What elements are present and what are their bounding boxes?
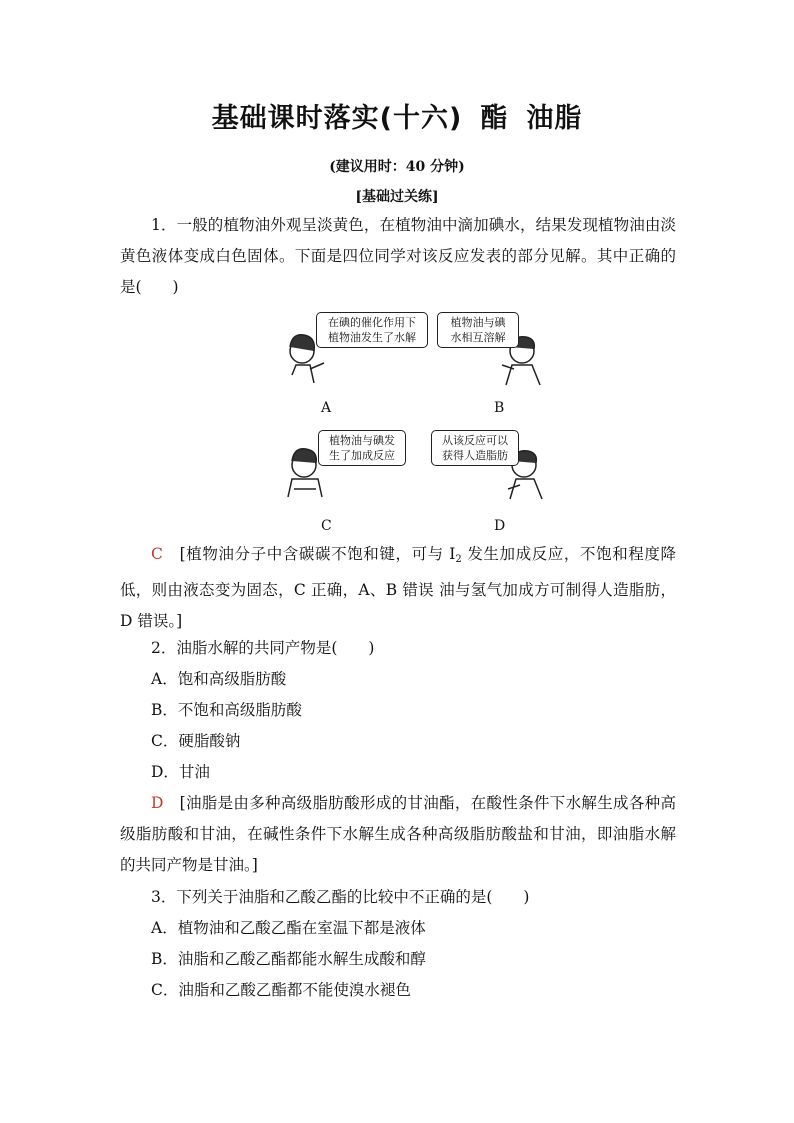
bubble-a-line2: 植物油发生了水解 [328,331,416,344]
bubble-d-line2: 获得人造脂肪 [442,449,508,462]
question-3-option-a: A．植物油和乙酸乙酯在室温下都是液体 [151,919,426,937]
student-c-icon [288,449,322,497]
question-1-answer: C [151,545,163,563]
bubble-c-line1: 植物油与碘发 [329,434,395,447]
question-3-stem: 3．下列关于油脂和乙酸乙酯的比较中不正确的是( ) [151,888,530,906]
suggested-time: (建议用时：40 分钟) [329,159,465,175]
question-3-option-c: C．油脂和乙酸乙酯都不能使溴水褪色 [151,981,411,999]
question-2-option-b: B．不饱和高级脂肪酸 [151,701,302,719]
section-heading: [基础过关练] [355,189,439,205]
question-2-option-d: D．甘油 [151,763,210,781]
question-2-option-c: C．硬脂酸钠 [151,732,241,750]
bubble-a-line1: 在碘的催化作用下 [328,316,416,329]
bubble-c-line2: 生了加成反应 [329,449,395,462]
speech-bubble-a [316,312,428,348]
bubble-d-line1: 从该反应可以 [442,434,508,447]
page-title [0,96,794,135]
question-1-stem: 1．一般的植物油外观呈淡黄色，在植物油中滴加碘水，结果发现植物油由淡黄色液体变成白色固体。下面是四位同学对该反应发表的部分见解。其中正确的是( ) [120,216,676,296]
question-2-stem: 2．油脂水解的共同产物是( ) [151,639,375,657]
speech-bubble-c [318,430,406,466]
caption-b: B [494,400,505,416]
title-part1: 酯 [480,103,509,134]
explanation-1a: [植物油分子中含碳碳不饱和键，可与 I [179,545,456,563]
explanation-1-subscript: 2 [455,554,462,565]
bubble-b-line1: 植物油与碘 [450,316,506,329]
caption-d: D [494,518,506,534]
speech-bubble-b [437,312,519,348]
question-2-option-a: A．饱和高级脂肪酸 [151,670,287,688]
speech-bubble-d [431,430,519,466]
explanation-1b: 发生加成反应，不饱和程度降低，则由液态变为固态，C 正确，A、B 错误 油与氢气加成方可制得人造脂肪，D 错误。] [120,545,676,630]
caption-c: C [321,518,332,534]
bubble-b-line2: 水相互溶解 [450,331,506,344]
question-3-option-b: B．油脂和乙酸乙酯都能水解生成酸和醇 [151,950,426,968]
question-2-explanation [120,788,676,881]
title-main: 基础课时落实(十六) [211,103,463,134]
question-1-explanation [120,539,676,637]
caption-a: A [321,400,332,416]
question-2-answer: D [151,794,164,812]
title-part2: 油脂 [526,103,583,134]
explanation-2: [油脂是由多种高级脂肪酸形成的甘油酯，在酸性条件下水解生成各种高级脂肪酸和甘油，在碱性条件下水解生成各种高级脂肪酸盐和甘油，即油脂水解的共同产物是甘油。] [120,794,676,874]
